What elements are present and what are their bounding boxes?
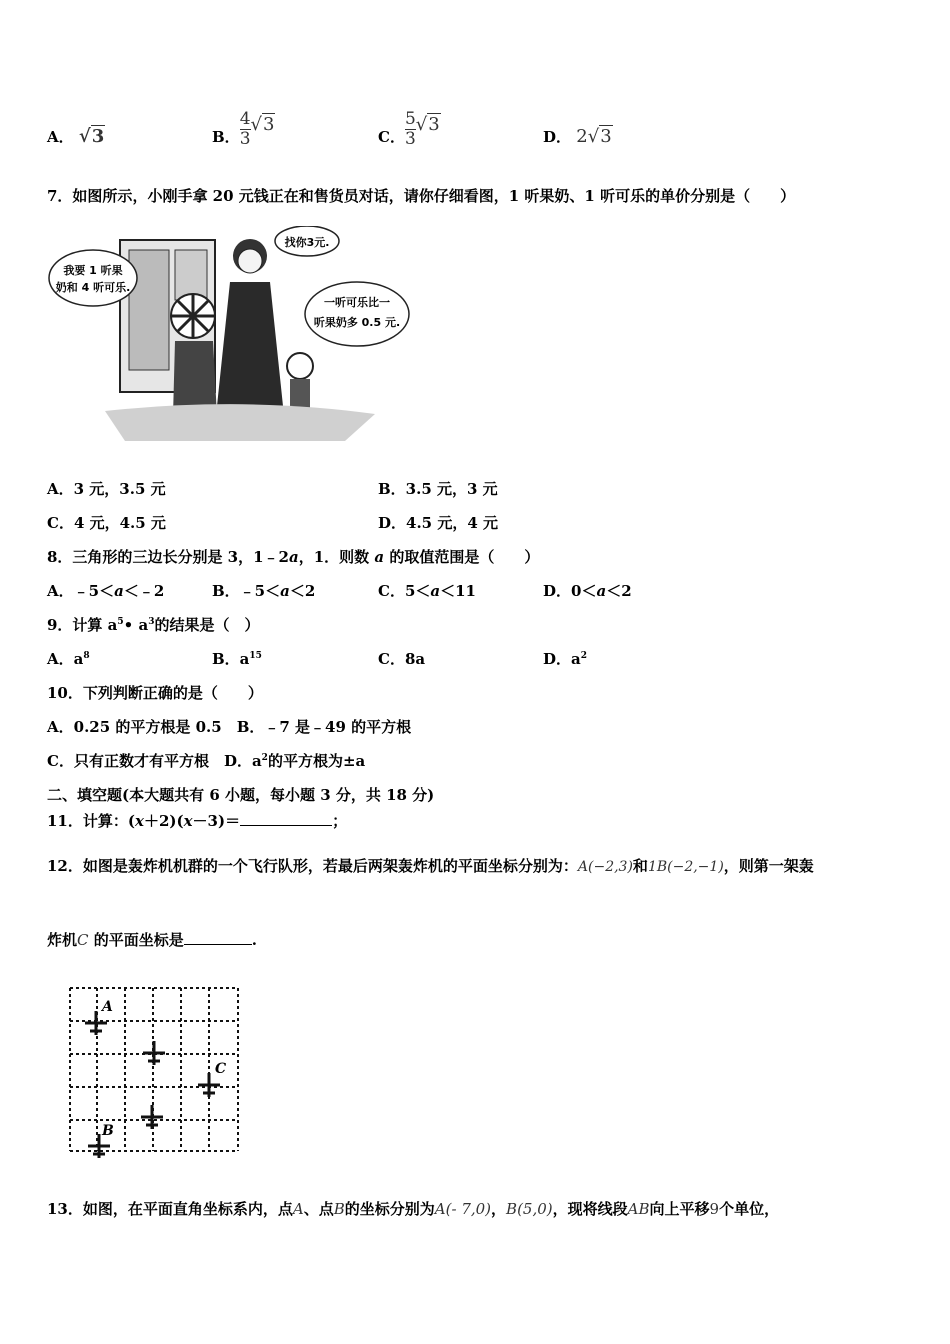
plane-icon: [141, 1105, 163, 1129]
sqrt-symbol: √3: [587, 126, 612, 147]
q7-option-a: A．3 元，3.5 元: [47, 480, 166, 498]
sqrt-symbol: √3: [250, 114, 275, 135]
answer-blank[interactable]: [240, 825, 332, 826]
plane-icon: [143, 1041, 165, 1065]
bubble-left-line2: 奶和 4 听可乐.: [55, 281, 131, 294]
var-c: C: [77, 931, 89, 949]
q7-option-c: C．4 元，4.5 元: [47, 514, 166, 532]
q8-stem: 8．三角形的三边长分别是 3，1﹣2a，1．则数 a 的取值范围是（ ）: [47, 548, 540, 566]
q7-option-b: B．3.5 元，3 元: [378, 480, 498, 498]
coord-a: A(−2,3): [577, 859, 633, 875]
bubble-top: 找你3元.: [284, 236, 330, 249]
q6-option-b: B． $\frac{4}{3}$ √3: [212, 109, 275, 149]
coord-b: B(5,0): [506, 1200, 553, 1218]
q7-option-d: D．4.5 元，4 元: [378, 514, 498, 532]
section-heading-fill-in: 二、填空题(本大题共有 6 小题，每小题 3 分，共 18 分): [47, 786, 435, 804]
answer-blank[interactable]: [184, 944, 252, 945]
q12-line2: 炸机C 的平面坐标是 .: [47, 931, 257, 949]
bubble-right-line1: 一听可乐比一: [324, 296, 390, 309]
q6-option-d: D． 2√3: [543, 126, 612, 147]
bubble-right-line2: 听果奶多 0.5 元.: [313, 316, 401, 329]
bubble-left-line1: 我要 1 听果: [63, 264, 123, 277]
sqrt-symbol: √3: [415, 114, 440, 135]
q8-option-d: D．0＜a＜2: [543, 582, 632, 600]
fraction: $\frac{5}{3}$: [404, 109, 416, 149]
q6-option-a: A． √3: [47, 126, 105, 147]
q11: 11．计算：(x＋2)(x－3)＝ ；: [47, 812, 348, 830]
grid-label-b: B: [102, 1123, 114, 1139]
coord-b: 1B(−2,−1): [647, 859, 724, 875]
q8-option-a: A．﹣5＜a＜﹣2: [47, 582, 165, 600]
q9-option-a: A．$a^8$: [47, 650, 90, 668]
coefficient: 2: [576, 126, 588, 147]
q9-option-b: B．$a^{15}$: [212, 650, 262, 668]
q8-option-c: C．5＜a＜11: [378, 582, 476, 600]
q9-option-d: D．$a^2$: [543, 650, 587, 668]
q12-line1: 12．如图是轰炸机机群的一个飞行队形，若最后两架轰炸机的平面坐标分别为：A(−2,3)和1B(−2,−1)，则第一架轰: [47, 857, 814, 875]
q6-option-c: C． $\frac{5}{3}$ √3: [378, 109, 440, 149]
sqrt-symbol: √3: [78, 126, 105, 147]
coord-a: A(- 7,0): [434, 1200, 492, 1218]
bomber-formation-grid: [60, 983, 245, 1158]
q9-stem: 9．计算 $a^5•$ $a^3$的结果是（ ）: [47, 616, 260, 634]
grid-label-a: A: [102, 999, 113, 1015]
q13: 13．如图，在平面直角坐标系内，点A、点B的坐标分别为A(- 7,0)，B(5,0)，现将线段AB向上平移9个单位，: [47, 1200, 780, 1218]
q10-options-ab: A．0.25 的平方根是 0.5 B．﹣7 是﹣49 的平方根: [47, 718, 412, 736]
grid-label-c: C: [215, 1061, 227, 1077]
q10-options-cd: C．只有正数才有平方根 D．$a^2$的平方根为±a: [47, 752, 366, 770]
q7-stem: 7．如图所示，小刚手拿 20 元钱正在和售货员对话，请你仔细看图，1 听果奶、1 听可乐的单价分别是（ ）: [47, 187, 796, 205]
q10-stem: 10．下列判断正确的是（ ）: [47, 684, 263, 702]
q9-option-c: C．8a: [378, 650, 426, 668]
fraction: $\frac{4}{3}$: [239, 109, 251, 149]
q8-option-b: B．﹣5＜a＜2: [212, 582, 316, 600]
q7-cartoon-illustration: [45, 226, 411, 446]
